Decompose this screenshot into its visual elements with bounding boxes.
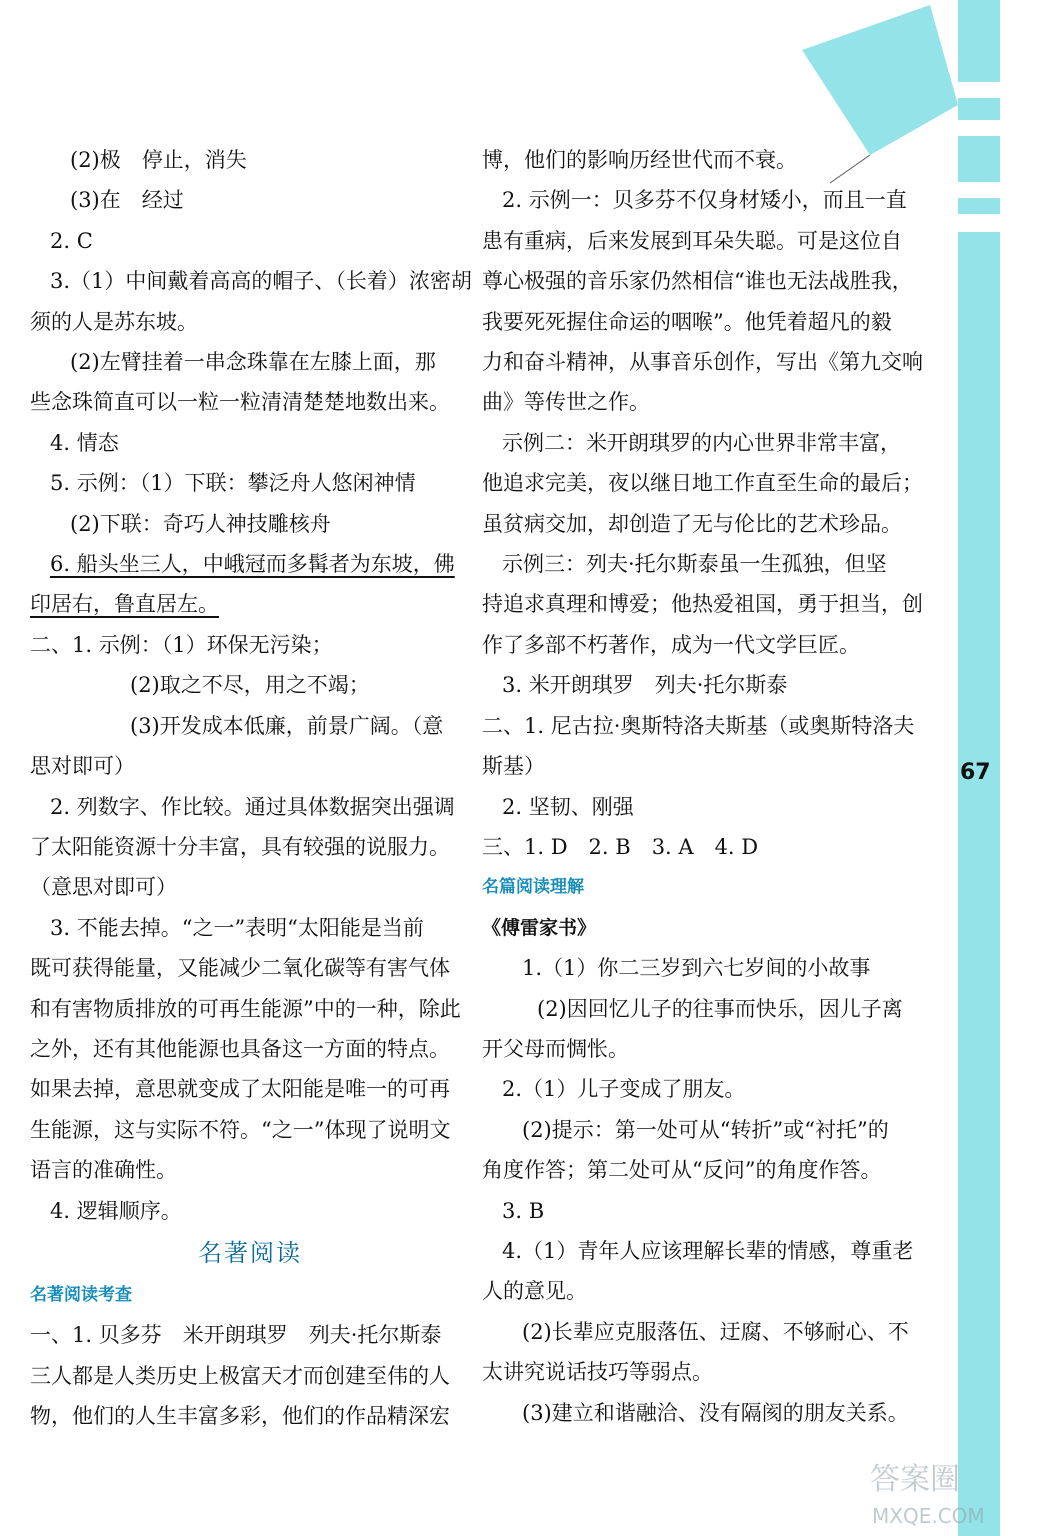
answer-line: 物，他们的人生丰富多彩，他们的作品精深宏 (30, 1404, 450, 1429)
answer-line: 持追求真理和博爱；他热爱祖国，勇于担当，创 (482, 592, 923, 617)
answer-line: 些念珠简直可以一粒一粒清清楚楚地数出来。 (30, 390, 450, 415)
answer-line: （意思对即可） (30, 875, 177, 900)
answer-line: 斯基） (482, 754, 545, 779)
answer-line: 2.（1）儿子变成了朋友。 (502, 1077, 746, 1102)
answer-line: 4. 情态 (50, 430, 119, 455)
answer-line: 既可获得能量，又能减少二氧化碳等有害气体 (30, 956, 450, 981)
answer-line: (2)长辈应克服落伍、迂腐、不够耐心、不 (522, 1319, 909, 1344)
answer-line: 了太阳能资源十分丰富，具有较强的说服力。 (30, 834, 450, 859)
answer-line: 他追求完美，夜以继日地工作直至生命的最后； (482, 471, 923, 496)
sub-heading: 名著阅读考查 (30, 1284, 132, 1305)
watermark-line2: MXQE.COM (872, 1504, 985, 1528)
answer-line: 二、1. 尼古拉·奥斯特洛夫斯基（或奥斯特洛夫 (482, 713, 915, 738)
answer-line: 须的人是苏东坡。 (30, 309, 198, 334)
answer-line: 2. 坚韧、刚强 (502, 794, 634, 819)
answer-line: 生能源，这与实际不符。“之一”体现了说明文 (30, 1117, 451, 1142)
answer-line: 曲》等传世之作。 (482, 390, 650, 415)
answer-line: 如果去掉，意思就变成了太阳能是唯一的可再 (30, 1077, 450, 1102)
answer-line: 2. 列数字、作比较。通过具体数据突出强调 (50, 794, 455, 819)
answer-line: 博，他们的影响历经世代而不衰。 (482, 148, 797, 172)
underlined-answer: 6. 船头坐三人，中峨冠而多髯者为东坡，佛 (50, 552, 455, 577)
answer-line: (2)提示：第一处可从“转折”或“衬托”的 (522, 1117, 889, 1142)
answer-line: 3. B (502, 1198, 545, 1223)
answer-line: 作了多部不朽著作，成为一代文学巨匠。 (482, 632, 860, 657)
answer-line: 示例三：列夫·托尔斯泰虽一生孤独，但坚 (502, 552, 887, 577)
answer-line: (2)因回忆儿子的往事而快乐，因儿子离 (537, 996, 903, 1021)
answer-line: 2. C (50, 228, 93, 253)
underlined-answer: 印居右，鲁直居左。 (30, 592, 219, 617)
answer-line: 虽贫病交加，却创造了无与伦比的艺术珍品。 (482, 511, 902, 536)
answer-line: 3. 不能去掉。“之一”表明“太阳能是当前 (50, 915, 424, 940)
answer-line: 患有重病，后来发展到耳朵失聪。可是这位自 (482, 228, 902, 253)
answer-line: (3)建立和谐融洽、没有隔阂的朋友关系。 (522, 1400, 909, 1425)
watermark-line1: 答案圈 (870, 1462, 960, 1497)
answer-line: (3)在 经过 (70, 188, 184, 213)
answer-line: 示例二：米开朗琪罗的内心世界非常丰富， (502, 430, 901, 455)
answer-line: 二、1. 示例：（1）环保无污染； (30, 632, 333, 657)
sub-heading: 名篇阅读理解 (482, 877, 584, 898)
right-column (482, 140, 922, 1433)
page-number: 67 (960, 760, 991, 785)
book-title: 《傅雷家书》 (482, 916, 597, 939)
section-title: 名著阅读 (198, 1238, 302, 1267)
answer-line: 3. 米开朗琪罗 列夫·托尔斯泰 (502, 673, 788, 698)
answer-line: 语言的准确性。 (30, 1158, 177, 1183)
answer-line: 三人都是人类历史上极富天才而创建至伟的人 (30, 1363, 450, 1388)
answer-line: 5. 示例：（1）下联：攀泛舟人悠闲神情 (50, 471, 416, 496)
answer-line: 力和奋斗精神，从事音乐创作，写出《第九交响 (482, 350, 923, 375)
answer-line: 人的意见。 (482, 1279, 587, 1304)
answer-line: 开父母而惆怅。 (482, 1036, 629, 1061)
answer-line: 之外，还有其他能源也具备这一方面的特点。 (30, 1036, 450, 1061)
answer-line: (2)极 停止，消失 (70, 148, 247, 172)
left-column (30, 140, 470, 1437)
answer-line: 和有害物质排放的可再生能源”中的一种，除此 (30, 996, 461, 1021)
answer-line: 2. 示例一：贝多芬不仅身材矮小，而且一直 (502, 188, 907, 213)
answer-line: (3)开发成本低廉，前景广阔。（意 (130, 713, 444, 738)
answer-line: 尊心极强的音乐家仍然相信“谁也无法战胜我， (482, 269, 913, 294)
answer-line: 3.（1）中间戴着高高的帽子、（长着）浓密胡 (50, 269, 472, 294)
answer-line: 我要死死握住命运的咽喉”。他凭着超凡的毅 (482, 309, 892, 334)
answer-line: 1.（1）你二三岁到六七岁间的小故事 (522, 956, 871, 981)
answer-line: 太讲究说话技巧等弱点。 (482, 1360, 713, 1385)
answer-line: 思对即可） (30, 754, 135, 779)
answer-line: (2)左臂挂着一串念珠靠在左膝上面，那 (70, 350, 436, 375)
answer-line: 4. 逻辑顺序。 (50, 1198, 182, 1223)
answer-line: 角度作答；第二处可从“反问”的角度作答。 (482, 1158, 882, 1183)
site-watermark (860, 1455, 1000, 1535)
answer-line: 4.（1）青年人应该理解长辈的情感，尊重老 (502, 1238, 914, 1263)
answer-line: 三、1. D 2. B 3. A 4. D (482, 834, 759, 859)
answer-line: (2)下联：奇巧人神技雕核舟 (70, 511, 331, 536)
answer-line: 一、1. 贝多芬 米开朗琪罗 列夫·托尔斯泰 (30, 1323, 442, 1348)
answer-line: (2)取之不尽，用之不竭； (130, 673, 370, 698)
